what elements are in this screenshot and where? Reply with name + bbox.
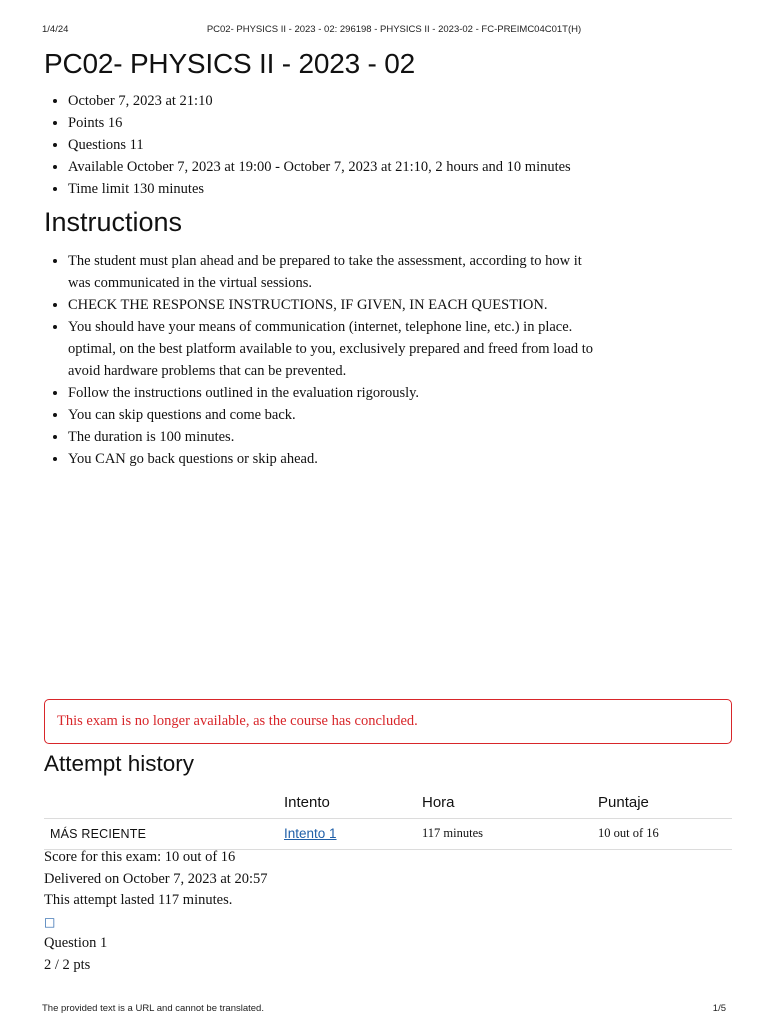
instruction-item: • CHECK THE RESPONSE INSTRUCTIONS, IF GIVEN, IN EACH QUESTION. <box>68 294 598 316</box>
instructions-heading: Instructions <box>44 207 183 237</box>
table-row <box>44 818 732 849</box>
print-title: PC02- PHYSICS II - 2023 - 02: 296198 - PHYSICS II - 2023-02 - FC-PREIMC04C01T(H) <box>206 24 582 35</box>
print-footer <box>42 1003 726 1017</box>
header-empty <box>44 788 284 818</box>
header-attempt: Intento <box>284 788 422 818</box>
attempt-label: MÁS RECIENTE <box>44 818 284 849</box>
instructions-list <box>68 250 598 470</box>
attempt-history-heading: Attempt history <box>44 751 195 776</box>
table-header-row <box>44 788 732 818</box>
alert-message: This exam is no longer available, as the course has concluded. <box>57 713 418 729</box>
header-time: Hora <box>422 788 598 818</box>
page-number: 1/5 <box>712 1003 726 1014</box>
unavailable-alert <box>44 699 732 744</box>
points: • Points 16 <box>68 112 708 134</box>
exam-score: Score for this exam: 10 out of 16 <box>44 849 236 865</box>
header-score: Puntaje <box>598 788 732 818</box>
flag-question-icon[interactable]: □ <box>44 914 56 929</box>
availability: • Available October 7, 2023 at 19:00 - October 7, 2023 at 21:10, 2 hours and 10 minutes <box>68 156 708 178</box>
due-date: • October 7, 2023 at 21:10 <box>68 90 708 112</box>
attempt-score: 10 out of 16 <box>598 818 732 849</box>
footer-note: The provided text is a URL and cannot be translated. <box>42 1003 264 1014</box>
attempt-cell <box>284 818 422 849</box>
quiz-details-list <box>68 90 708 200</box>
instruction-item: • You should have your means of communication (internet, telephone line, etc.) in place. optimal, on the best platform available to you, exclusively prepared and freed from load to avoid hardware problems that can be prevented. <box>68 316 598 382</box>
delivered-date: Delivered on October 7, 2023 at 20:57 <box>44 870 268 887</box>
attempt-duration: This attempt lasted 117 minutes. <box>44 892 233 908</box>
instruction-item: • The student must plan ahead and be prepared to take the assessment, according to how it was communicated in the virtual sessions. <box>68 250 598 294</box>
time-limit: • Time limit 130 minutes <box>68 178 708 200</box>
question-points: 2 / 2 pts <box>44 956 91 973</box>
print-date: 1/4/24 <box>42 24 69 35</box>
attempt-time: 117 minutes <box>422 818 598 849</box>
instruction-item: • The duration is 100 minutes. <box>68 426 598 448</box>
questions-count: • Questions 11 <box>68 134 708 156</box>
instruction-item: • You CAN go back questions or skip ahead. <box>68 448 598 470</box>
attempt-history-table <box>44 788 732 850</box>
attempt-summary <box>44 847 267 976</box>
instruction-item: • Follow the instructions outlined in the evaluation rigorously. <box>68 382 598 404</box>
print-header <box>42 24 726 38</box>
attempt-link[interactable]: Intento 1 <box>284 825 337 841</box>
page-title: PC02- PHYSICS II - 2023 - 02 <box>44 48 416 79</box>
instruction-item: • You can skip questions and come back. <box>68 404 598 426</box>
question-number: Question 1 <box>44 935 108 951</box>
